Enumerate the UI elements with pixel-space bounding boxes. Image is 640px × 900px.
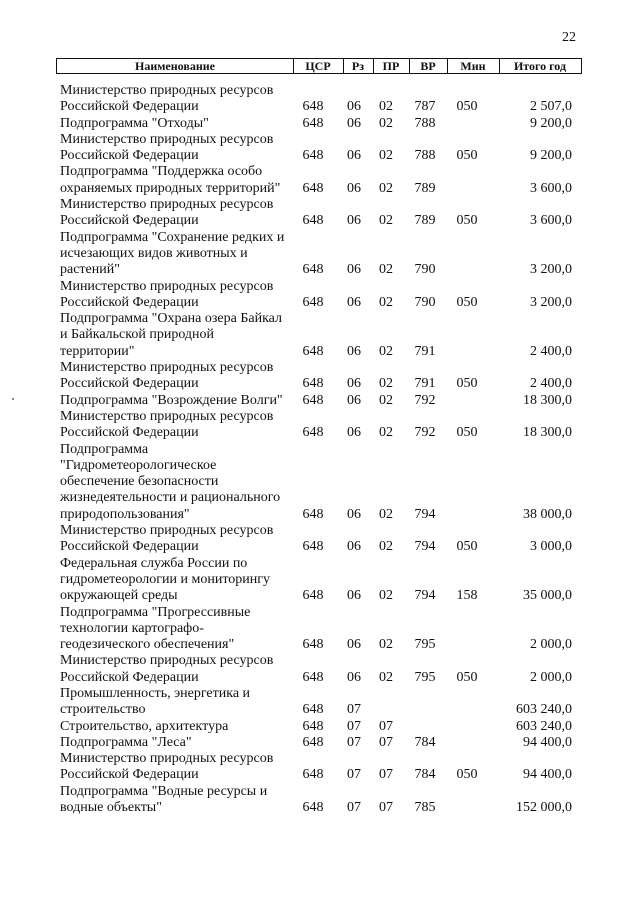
row-vr: 787 [414,99,436,115]
header-pr: ПР [382,59,400,73]
table-body [0,83,640,816]
row-min: 158 [456,588,478,604]
row-csr: 648 [302,718,324,734]
row-pr: 02 [379,115,393,131]
row-name: Подпрограмма "Сохранение редких и исчезающих видов животных и растений" [60,229,285,278]
row-total: 94 400,0 [523,767,572,783]
table-row [0,605,640,654]
row-vr: 792 [414,392,436,408]
row-rz: 06 [347,213,361,229]
row-total: 603 240,0 [516,718,572,734]
row-vr: 785 [414,800,436,816]
header-min: Мин [460,59,486,73]
row-csr: 648 [302,148,324,164]
row-vr: 790 [414,294,436,310]
row-name: Подпрограмма "Прогрессивные технологии картографо- геодезического обеспечения" [60,604,251,653]
row-rz: 07 [347,702,361,718]
row-csr: 648 [302,213,324,229]
row-total: 38 000,0 [523,506,572,522]
row-rz: 06 [347,262,361,278]
row-name: Министерство природных ресурсов Российской Федерации [60,751,274,783]
table-row [0,719,640,735]
row-min: 050 [456,99,478,115]
table-row [0,556,640,605]
row-vr: 784 [414,767,436,783]
row-pr: 02 [379,148,393,164]
row-total: 2 400,0 [530,343,572,359]
row-total: 18 300,0 [523,425,572,441]
row-name: Министерство природных ресурсов Российской Федерации [60,83,274,115]
row-total: 35 000,0 [523,588,572,604]
row-csr: 648 [302,637,324,653]
row-total: 9 200,0 [530,148,572,164]
table-row [0,311,640,360]
table-row [0,116,640,132]
row-min: 050 [456,767,478,783]
table-row [0,197,640,230]
row-pr: 07 [379,767,393,783]
row-name: Подпрограмма "Возрождение Волги" [60,392,283,408]
header-rz: Рз [351,59,365,73]
row-rz: 07 [347,718,361,734]
table-row [0,83,640,116]
table-row [0,132,640,165]
row-vr: 792 [414,425,436,441]
row-pr: 07 [379,718,393,734]
row-rz: 06 [347,180,361,196]
row-pr: 02 [379,506,393,522]
row-csr: 648 [302,734,324,750]
row-pr: 02 [379,262,393,278]
row-pr: 02 [379,376,393,392]
row-vr: 789 [414,180,436,196]
row-csr: 648 [302,767,324,783]
row-vr: 791 [414,376,436,392]
row-name: Промышленность, энергетика и строительство [60,685,251,718]
table-row [0,686,640,719]
row-total: 3 200,0 [530,294,572,310]
row-vr: 789 [414,213,436,229]
table-row [0,360,640,393]
row-vr: 788 [414,148,436,164]
row-rz: 06 [347,425,361,441]
row-rz: 06 [347,506,361,522]
row-rz: 06 [347,637,361,653]
row-vr: 784 [414,734,436,750]
table-row [0,784,640,817]
row-name: Министерство природных ресурсов Российской Федерации [60,408,274,441]
table-row [0,164,640,197]
row-pr: 02 [379,392,393,408]
row-total: 9 200,0 [530,115,572,131]
row-rz: 06 [347,669,361,685]
row-name: Федеральная служба России по гидрометеорологии и мониторингу окружающей среды [60,555,271,604]
row-name: Подпрограмма "Поддержка особо охраняемых природных территорий" [60,164,281,196]
row-name: Подпрограмма "Охрана озера Байкал и Байкальской природной территории" [60,311,282,359]
page-number: 22 [562,30,576,45]
row-total: 18 300,0 [523,392,572,408]
row-vr: 795 [414,637,436,653]
header-name: Наименование [135,59,215,73]
row-csr: 648 [302,294,324,310]
row-csr: 648 [302,99,324,115]
row-rz: 06 [347,294,361,310]
row-pr: 02 [379,343,393,359]
row-name: Министерство природных ресурсов Российской Федерации [60,197,274,229]
row-rz: 06 [347,588,361,604]
row-vr: 795 [414,669,436,685]
row-name: Министерство природных ресурсов Российской Федерации [60,131,274,164]
row-rz: 07 [347,734,361,750]
row-total: 3 200,0 [530,262,572,278]
row-name: Строительство, архитектура [60,718,229,734]
row-name: Подпрограмма "Гидрометеорологическое обеспечение безопасности жизнедеятельности и рационального природопользования" [60,441,281,522]
row-csr: 648 [302,539,324,555]
row-rz: 07 [347,800,361,816]
table-row [0,735,640,751]
row-rz: 06 [347,148,361,164]
row-rz: 06 [347,115,361,131]
row-csr: 648 [302,506,324,522]
row-csr: 648 [302,262,324,278]
row-name: Министерство природных ресурсов Российской Федерации [60,278,274,310]
row-min: 050 [456,213,478,229]
row-total: 2 400,0 [530,376,572,392]
table-row [0,230,640,279]
row-pr: 07 [379,800,393,816]
row-min: 050 [456,669,478,685]
row-rz: 06 [347,376,361,392]
row-total: 3 600,0 [530,180,572,196]
row-csr: 648 [302,392,324,408]
row-pr: 02 [379,637,393,653]
row-min: 050 [456,294,478,310]
row-name: Подпрограмма "Водные ресурсы и водные объекты" [60,783,268,816]
row-rz: 06 [347,392,361,408]
row-rz: 06 [347,343,361,359]
row-pr: 02 [379,588,393,604]
row-min: 050 [456,539,478,555]
row-rz: 06 [347,539,361,555]
row-pr: 02 [379,213,393,229]
header-vr: ВР [420,59,436,73]
row-pr: 02 [379,294,393,310]
row-total: 3 600,0 [530,213,572,229]
row-csr: 648 [302,669,324,685]
row-pr: 07 [379,734,393,750]
header-csr: ЦСР [305,59,331,73]
table-row [0,523,640,556]
table-header [56,58,582,74]
row-rz: 06 [347,99,361,115]
row-vr: 791 [414,343,436,359]
row-rz: 07 [347,767,361,783]
row-pr: 02 [379,669,393,685]
row-name: Подпрограмма "Леса" [60,734,192,750]
row-csr: 648 [302,343,324,359]
row-pr: 02 [379,539,393,555]
row-name: Министерство природных ресурсов Российской Федерации [60,523,274,555]
row-csr: 648 [302,376,324,392]
row-total: 3 000,0 [530,539,572,555]
row-vr: 794 [414,539,436,555]
table-row [0,393,640,409]
row-total: 2 000,0 [530,637,572,653]
row-pr: 02 [379,180,393,196]
row-min: 050 [456,148,478,164]
table-row [0,442,640,523]
row-name: Министерство природных ресурсов Российской Федерации [60,360,274,392]
row-total: 2 507,0 [530,99,572,115]
row-name: Министерство природных ресурсов Российской Федерации [60,653,274,685]
row-vr: 788 [414,115,436,131]
row-total: 152 000,0 [516,800,572,816]
table-row [0,751,640,784]
row-vr: 794 [414,506,436,522]
row-name: Подпрограмма "Отходы" [60,115,209,131]
row-csr: 648 [302,702,324,718]
row-total: 94 400,0 [523,734,572,750]
header-total: Итого год [513,59,567,73]
table-row [0,409,640,442]
table-row [0,279,640,312]
row-vr: 794 [414,588,436,604]
row-csr: 648 [302,115,324,131]
table-row [0,653,640,686]
row-min: 050 [456,376,478,392]
row-csr: 648 [302,180,324,196]
row-min: 050 [456,425,478,441]
row-total: 603 240,0 [516,702,572,718]
row-pr: 02 [379,425,393,441]
row-pr: 02 [379,99,393,115]
row-csr: 648 [302,800,324,816]
row-csr: 648 [302,588,324,604]
row-total: 2 000,0 [530,669,572,685]
row-vr: 790 [414,262,436,278]
row-csr: 648 [302,425,324,441]
